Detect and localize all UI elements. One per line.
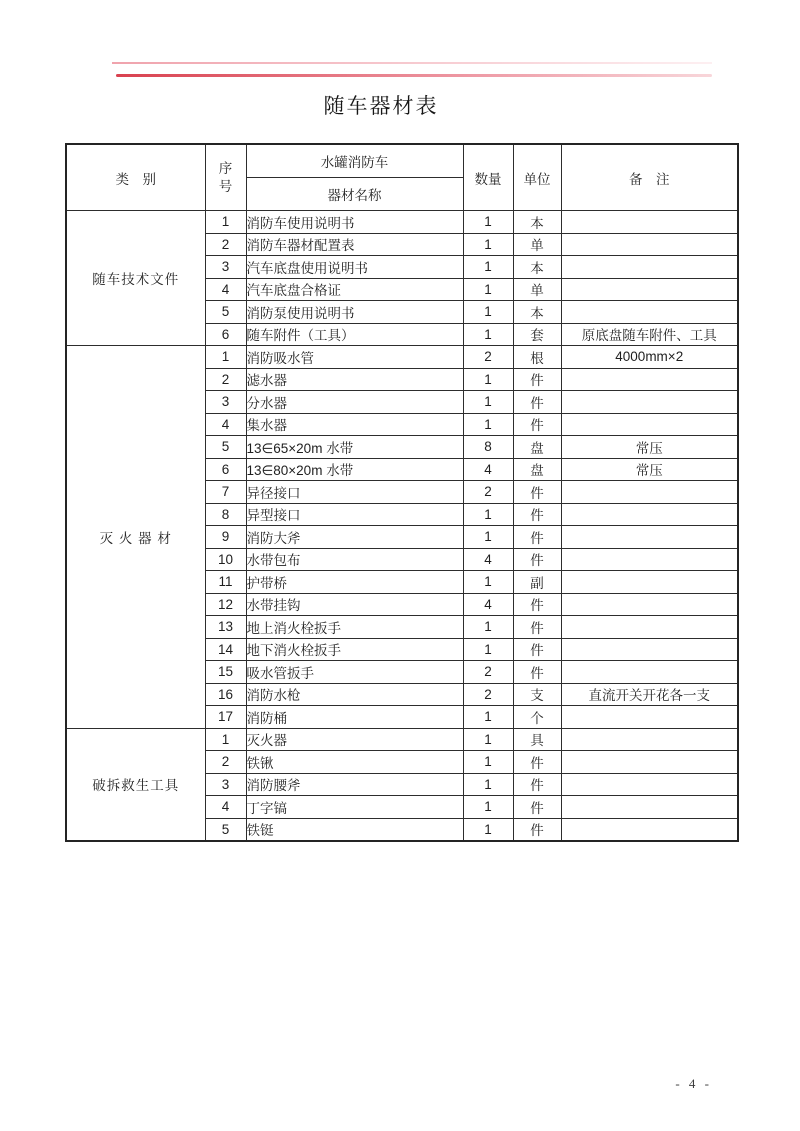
- unit-cell: 件: [513, 773, 561, 796]
- equipment-name-cell: 13∈80×20m 水带: [246, 458, 463, 481]
- equipment-name-cell: 消防腰斧: [246, 773, 463, 796]
- unit-cell: 件: [513, 818, 561, 841]
- page-number: - 4 -: [675, 1076, 712, 1091]
- equipment-name-cell: 异型接口: [246, 503, 463, 526]
- remark-cell: [561, 638, 738, 661]
- page-title: 随车器材表: [323, 94, 439, 118]
- category-cell: 随车技术文件: [66, 211, 205, 346]
- serial-cell: 5: [205, 301, 246, 324]
- quantity-cell: 4: [463, 593, 513, 616]
- remark-cell: [561, 593, 738, 616]
- serial-cell: 7: [205, 481, 246, 504]
- remark-cell: 常压: [561, 458, 738, 481]
- remark-cell: [561, 233, 738, 256]
- table-row: [66, 346, 738, 369]
- remark-cell: [561, 706, 738, 729]
- remark-cell: 直流开关开花各一支: [561, 683, 738, 706]
- serial-cell: 4: [205, 278, 246, 301]
- remark-cell: [561, 301, 738, 324]
- equipment-name-cell: 消防水枪: [246, 683, 463, 706]
- equipment-name-cell: 铁锹: [246, 751, 463, 774]
- quantity-cell: 1: [463, 413, 513, 436]
- serial-cell: 1: [205, 211, 246, 234]
- unit-cell: 件: [513, 526, 561, 549]
- serial-cell: 17: [205, 706, 246, 729]
- serial-cell: 10: [205, 548, 246, 571]
- table-body: [66, 211, 738, 842]
- header-remarks: 备 注: [561, 144, 738, 211]
- unit-cell: 件: [513, 661, 561, 684]
- unit-cell: 本: [513, 211, 561, 234]
- unit-cell: 件: [513, 751, 561, 774]
- serial-cell: 13: [205, 616, 246, 639]
- equipment-name-cell: 汽车底盘使用说明书: [246, 256, 463, 279]
- remark-cell: 常压: [561, 436, 738, 459]
- quantity-cell: 4: [463, 548, 513, 571]
- unit-cell: 件: [513, 413, 561, 436]
- quantity-cell: 1: [463, 256, 513, 279]
- remark-cell: [561, 278, 738, 301]
- quantity-cell: 1: [463, 391, 513, 414]
- serial-cell: 2: [205, 233, 246, 256]
- equipment-name-cell: 丁字镐: [246, 796, 463, 819]
- remark-cell: [561, 391, 738, 414]
- quantity-cell: 1: [463, 301, 513, 324]
- serial-cell: 2: [205, 368, 246, 391]
- equipment-table: [65, 143, 739, 842]
- unit-cell: 单: [513, 233, 561, 256]
- unit-cell: 支: [513, 683, 561, 706]
- remark-cell: [561, 548, 738, 571]
- remark-cell: [561, 616, 738, 639]
- table-row: [66, 728, 738, 751]
- quantity-cell: 1: [463, 211, 513, 234]
- quantity-cell: 4: [463, 458, 513, 481]
- equipment-name-cell: 地下消火栓扳手: [246, 638, 463, 661]
- unit-cell: 根: [513, 346, 561, 369]
- header-category: 类 别: [66, 144, 205, 211]
- header-equipment-name: 器材名称: [246, 178, 463, 211]
- serial-cell: 9: [205, 526, 246, 549]
- remark-cell: [561, 526, 738, 549]
- quantity-cell: 1: [463, 278, 513, 301]
- equipment-name-cell: 水带挂钩: [246, 593, 463, 616]
- serial-cell: 2: [205, 751, 246, 774]
- unit-cell: 件: [513, 368, 561, 391]
- red-rule-faint: [112, 62, 712, 64]
- category-cell: 破拆救生工具: [66, 728, 205, 841]
- quantity-cell: 1: [463, 323, 513, 346]
- quantity-cell: 1: [463, 818, 513, 841]
- equipment-name-cell: 消防车使用说明书: [246, 211, 463, 234]
- serial-cell: 14: [205, 638, 246, 661]
- header-serial: [205, 144, 246, 211]
- remark-cell: [561, 503, 738, 526]
- unit-cell: 单: [513, 278, 561, 301]
- equipment-name-cell: 护带桥: [246, 571, 463, 594]
- quantity-cell: 1: [463, 638, 513, 661]
- quantity-cell: 2: [463, 683, 513, 706]
- unit-cell: 件: [513, 391, 561, 414]
- remark-cell: [561, 256, 738, 279]
- header-serial-top: 序: [218, 160, 233, 176]
- table-row: [66, 211, 738, 234]
- remark-cell: [561, 773, 738, 796]
- equipment-name-cell: 吸水管扳手: [246, 661, 463, 684]
- unit-cell: 件: [513, 616, 561, 639]
- serial-cell: 3: [205, 391, 246, 414]
- remark-cell: 原底盘随车附件、工具: [561, 323, 738, 346]
- serial-cell: 6: [205, 458, 246, 481]
- unit-cell: 副: [513, 571, 561, 594]
- equipment-name-cell: 滤水器: [246, 368, 463, 391]
- serial-cell: 4: [205, 413, 246, 436]
- quantity-cell: 1: [463, 616, 513, 639]
- serial-cell: 6: [205, 323, 246, 346]
- equipment-name-cell: 地上消火栓扳手: [246, 616, 463, 639]
- equipment-name-cell: 13∈65×20m 水带: [246, 436, 463, 459]
- remark-cell: [561, 413, 738, 436]
- serial-cell: 12: [205, 593, 246, 616]
- serial-cell: 3: [205, 773, 246, 796]
- header-serial-bottom: 号: [218, 178, 233, 194]
- equipment-name-cell: 消防泵使用说明书: [246, 301, 463, 324]
- unit-cell: 件: [513, 796, 561, 819]
- serial-cell: 11: [205, 571, 246, 594]
- serial-cell: 1: [205, 346, 246, 369]
- header-quantity: 数量: [463, 144, 513, 211]
- header-unit: 单位: [513, 144, 561, 211]
- category-cell: 灭 火 器 材: [66, 346, 205, 729]
- quantity-cell: 2: [463, 481, 513, 504]
- remark-cell: [561, 728, 738, 751]
- quantity-cell: 1: [463, 571, 513, 594]
- unit-cell: 本: [513, 301, 561, 324]
- equipment-name-cell: 汽车底盘合格证: [246, 278, 463, 301]
- unit-cell: 盘: [513, 436, 561, 459]
- quantity-cell: 2: [463, 661, 513, 684]
- unit-cell: 具: [513, 728, 561, 751]
- serial-cell: 1: [205, 728, 246, 751]
- equipment-name-cell: 异径接口: [246, 481, 463, 504]
- quantity-cell: 1: [463, 503, 513, 526]
- remark-cell: [561, 368, 738, 391]
- serial-cell: 4: [205, 796, 246, 819]
- unit-cell: 套: [513, 323, 561, 346]
- serial-cell: 3: [205, 256, 246, 279]
- quantity-cell: 1: [463, 796, 513, 819]
- remark-cell: [561, 796, 738, 819]
- serial-cell: 8: [205, 503, 246, 526]
- unit-cell: 件: [513, 503, 561, 526]
- equipment-name-cell: 随车附件（工具）: [246, 323, 463, 346]
- equipment-name-cell: 集水器: [246, 413, 463, 436]
- remark-cell: [561, 818, 738, 841]
- quantity-cell: 1: [463, 233, 513, 256]
- remark-cell: [561, 661, 738, 684]
- quantity-cell: 2: [463, 346, 513, 369]
- equipment-name-cell: 消防车器材配置表: [246, 233, 463, 256]
- remark-cell: [561, 481, 738, 504]
- remark-cell: 4000mm×2: [561, 346, 738, 369]
- equipment-name-cell: 水带包布: [246, 548, 463, 571]
- unit-cell: 件: [513, 548, 561, 571]
- remark-cell: [561, 571, 738, 594]
- equipment-name-cell: 消防大斧: [246, 526, 463, 549]
- unit-cell: 件: [513, 638, 561, 661]
- unit-cell: 本: [513, 256, 561, 279]
- red-rule-main: [116, 74, 712, 77]
- quantity-cell: 1: [463, 368, 513, 391]
- equipment-name-cell: 灭火器: [246, 728, 463, 751]
- unit-cell: 件: [513, 593, 561, 616]
- unit-cell: 个: [513, 706, 561, 729]
- equipment-name-cell: 消防桶: [246, 706, 463, 729]
- header-truck-type: 水罐消防车: [246, 144, 463, 178]
- serial-cell: 5: [205, 818, 246, 841]
- quantity-cell: 1: [463, 526, 513, 549]
- quantity-cell: 1: [463, 706, 513, 729]
- quantity-cell: 1: [463, 773, 513, 796]
- equipment-name-cell: 消防吸水管: [246, 346, 463, 369]
- remark-cell: [561, 211, 738, 234]
- quantity-cell: 1: [463, 728, 513, 751]
- quantity-cell: 8: [463, 436, 513, 459]
- table-header: [66, 144, 738, 211]
- serial-cell: 15: [205, 661, 246, 684]
- serial-cell: 5: [205, 436, 246, 459]
- remark-cell: [561, 751, 738, 774]
- header-row-top: [66, 144, 738, 178]
- serial-cell: 16: [205, 683, 246, 706]
- equipment-name-cell: 分水器: [246, 391, 463, 414]
- quantity-cell: 1: [463, 751, 513, 774]
- unit-cell: 件: [513, 481, 561, 504]
- equipment-name-cell: 铁铤: [246, 818, 463, 841]
- unit-cell: 盘: [513, 458, 561, 481]
